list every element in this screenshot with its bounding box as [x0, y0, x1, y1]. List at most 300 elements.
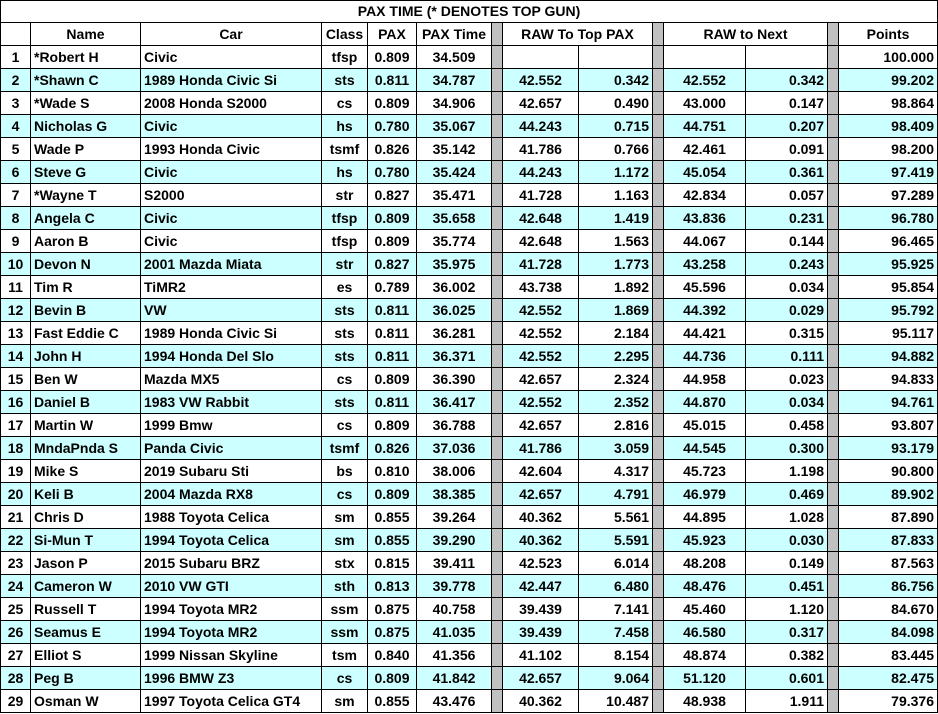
cell-points: 86.756 [839, 575, 938, 598]
table-row [1, 299, 938, 322]
column-separator [492, 460, 503, 483]
cell-pax-time: 36.025 [417, 299, 492, 322]
cell-class: tfsp [322, 230, 368, 253]
table-row [1, 460, 938, 483]
cell-position: 15 [1, 368, 31, 391]
cell-name: John H [31, 345, 141, 368]
cell-raw-to-top-pax: 44.243 [503, 161, 579, 184]
cell-points: 93.179 [839, 437, 938, 460]
cell-next-diff: 0.451 [746, 575, 828, 598]
cell-next-diff: 0.231 [746, 207, 828, 230]
cell-next-diff: 1.028 [746, 506, 828, 529]
cell-raw-to-top-pax [503, 46, 579, 69]
cell-next-diff [746, 46, 828, 69]
table-row [1, 414, 938, 437]
cell-class: sts [322, 345, 368, 368]
cell-name: *Wade S [31, 92, 141, 115]
cell-next-diff: 0.149 [746, 552, 828, 575]
cell-name: Peg B [31, 667, 141, 690]
cell-next-diff: 0.601 [746, 667, 828, 690]
table-row [1, 322, 938, 345]
cell-position: 1 [1, 46, 31, 69]
cell-class: cs [322, 92, 368, 115]
cell-top-pax-diff: 10.487 [579, 690, 653, 713]
cell-points: 95.117 [839, 322, 938, 345]
cell-position: 14 [1, 345, 31, 368]
column-separator [828, 506, 839, 529]
column-separator [828, 598, 839, 621]
cell-name: Aaron B [31, 230, 141, 253]
cell-top-pax-diff: 1.172 [579, 161, 653, 184]
cell-raw-to-top-pax: 42.523 [503, 552, 579, 575]
cell-pax: 0.811 [368, 345, 417, 368]
cell-name: Angela C [31, 207, 141, 230]
cell-name: Keli B [31, 483, 141, 506]
cell-pax-time: 35.067 [417, 115, 492, 138]
cell-name: MndaPnda S [31, 437, 141, 460]
cell-pax-time: 36.002 [417, 276, 492, 299]
cell-pax: 0.811 [368, 322, 417, 345]
header-row [1, 23, 938, 46]
column-separator [492, 322, 503, 345]
cell-top-pax-diff: 0.766 [579, 138, 653, 161]
cell-class: hs [322, 161, 368, 184]
table-row [1, 161, 938, 184]
cell-pax: 0.809 [368, 483, 417, 506]
cell-class: sm [322, 529, 368, 552]
column-separator [492, 644, 503, 667]
cell-points: 82.475 [839, 667, 938, 690]
cell-class: sts [322, 391, 368, 414]
cell-pax: 0.780 [368, 115, 417, 138]
cell-pax: 0.809 [368, 230, 417, 253]
cell-points: 89.902 [839, 483, 938, 506]
cell-next-diff: 0.243 [746, 253, 828, 276]
cell-pax: 0.827 [368, 184, 417, 207]
cell-position: 11 [1, 276, 31, 299]
cell-position: 27 [1, 644, 31, 667]
cell-raw-to-next: 44.958 [664, 368, 746, 391]
cell-points: 99.202 [839, 69, 938, 92]
column-separator [653, 368, 664, 391]
cell-points: 94.761 [839, 391, 938, 414]
cell-name: Russell T [31, 598, 141, 621]
cell-car: 1996 BMW Z3 [141, 667, 322, 690]
cell-top-pax-diff: 2.184 [579, 322, 653, 345]
cell-position: 12 [1, 299, 31, 322]
cell-class: ssm [322, 598, 368, 621]
cell-class: stx [322, 552, 368, 575]
column-separator [492, 345, 503, 368]
column-separator [492, 138, 503, 161]
column-separator [653, 667, 664, 690]
table-row [1, 115, 938, 138]
cell-top-pax-diff: 4.791 [579, 483, 653, 506]
cell-name: Nicholas G [31, 115, 141, 138]
cell-raw-to-top-pax: 42.657 [503, 92, 579, 115]
cell-pax-time: 43.476 [417, 690, 492, 713]
cell-pax-time: 35.424 [417, 161, 492, 184]
cell-points: 83.445 [839, 644, 938, 667]
cell-raw-to-next: 45.054 [664, 161, 746, 184]
cell-class: ssm [322, 621, 368, 644]
table-row [1, 92, 938, 115]
cell-raw-to-top-pax: 42.657 [503, 667, 579, 690]
cell-pax: 0.826 [368, 138, 417, 161]
cell-top-pax-diff: 2.295 [579, 345, 653, 368]
column-separator [828, 391, 839, 414]
cell-name: Ben W [31, 368, 141, 391]
cell-class: tsmf [322, 437, 368, 460]
cell-name: Steve G [31, 161, 141, 184]
column-separator [492, 276, 503, 299]
cell-car: 1988 Toyota Celica [141, 506, 322, 529]
cell-points: 87.563 [839, 552, 938, 575]
cell-top-pax-diff: 0.715 [579, 115, 653, 138]
column-separator [653, 115, 664, 138]
cell-top-pax-diff: 6.014 [579, 552, 653, 575]
column-separator [653, 391, 664, 414]
column-separator [653, 345, 664, 368]
cell-raw-to-top-pax: 39.439 [503, 621, 579, 644]
header-car: Car [141, 23, 322, 46]
cell-class: sts [322, 69, 368, 92]
column-separator [828, 621, 839, 644]
cell-raw-to-next: 51.120 [664, 667, 746, 690]
table-row [1, 506, 938, 529]
cell-raw-to-next: 44.421 [664, 322, 746, 345]
cell-pax-time: 39.290 [417, 529, 492, 552]
cell-name: *Shawn C [31, 69, 141, 92]
column-separator [828, 529, 839, 552]
cell-next-diff: 1.198 [746, 460, 828, 483]
cell-class: sth [322, 575, 368, 598]
table-row [1, 552, 938, 575]
cell-next-diff: 0.469 [746, 483, 828, 506]
cell-points: 97.419 [839, 161, 938, 184]
column-separator [492, 23, 503, 46]
cell-car: VW [141, 299, 322, 322]
cell-raw-to-next: 44.870 [664, 391, 746, 414]
cell-points: 98.200 [839, 138, 938, 161]
column-separator [653, 529, 664, 552]
header-name: Name [31, 23, 141, 46]
cell-raw-to-top-pax: 41.728 [503, 184, 579, 207]
cell-raw-to-top-pax: 41.102 [503, 644, 579, 667]
cell-points: 98.864 [839, 92, 938, 115]
cell-name: Si-Mun T [31, 529, 141, 552]
cell-points: 87.833 [839, 529, 938, 552]
cell-position: 26 [1, 621, 31, 644]
cell-pax-time: 34.787 [417, 69, 492, 92]
column-separator [653, 184, 664, 207]
cell-points: 100.000 [839, 46, 938, 69]
cell-pax: 0.827 [368, 253, 417, 276]
cell-raw-to-next: 45.923 [664, 529, 746, 552]
cell-raw-to-top-pax: 42.657 [503, 368, 579, 391]
cell-raw-to-next: 44.067 [664, 230, 746, 253]
cell-pax-time: 41.035 [417, 621, 492, 644]
cell-pax: 0.809 [368, 92, 417, 115]
cell-name: Devon N [31, 253, 141, 276]
cell-next-diff: 0.315 [746, 322, 828, 345]
cell-pax-time: 38.385 [417, 483, 492, 506]
cell-raw-to-top-pax: 42.552 [503, 322, 579, 345]
cell-raw-to-next: 44.895 [664, 506, 746, 529]
cell-points: 98.409 [839, 115, 938, 138]
cell-class: cs [322, 368, 368, 391]
header-raw-to-top-pax: RAW To Top PAX [503, 23, 653, 46]
cell-points: 95.925 [839, 253, 938, 276]
cell-points: 95.854 [839, 276, 938, 299]
cell-position: 8 [1, 207, 31, 230]
table-row [1, 575, 938, 598]
column-separator [492, 299, 503, 322]
cell-pax-time: 36.417 [417, 391, 492, 414]
cell-raw-to-next: 48.874 [664, 644, 746, 667]
cell-points: 94.833 [839, 368, 938, 391]
cell-top-pax-diff: 0.490 [579, 92, 653, 115]
cell-name: Tim R [31, 276, 141, 299]
cell-name: Bevin B [31, 299, 141, 322]
cell-pax: 0.809 [368, 207, 417, 230]
table-row [1, 598, 938, 621]
cell-top-pax-diff: 2.352 [579, 391, 653, 414]
cell-name: Jason P [31, 552, 141, 575]
column-separator [492, 575, 503, 598]
cell-position: 16 [1, 391, 31, 414]
column-separator [492, 529, 503, 552]
cell-next-diff: 0.207 [746, 115, 828, 138]
cell-class: tsmf [322, 138, 368, 161]
cell-top-pax-diff [579, 46, 653, 69]
cell-raw-to-top-pax: 39.439 [503, 598, 579, 621]
cell-pax: 0.809 [368, 46, 417, 69]
column-separator [653, 23, 664, 46]
column-separator [492, 115, 503, 138]
cell-position: 17 [1, 414, 31, 437]
cell-name: *Robert H [31, 46, 141, 69]
column-separator [828, 345, 839, 368]
cell-raw-to-next: 46.979 [664, 483, 746, 506]
table-row [1, 345, 938, 368]
cell-class: tfsp [322, 207, 368, 230]
cell-name: Seamus E [31, 621, 141, 644]
cell-raw-to-next: 42.552 [664, 69, 746, 92]
table-row [1, 368, 938, 391]
column-separator [828, 23, 839, 46]
cell-car: Mazda MX5 [141, 368, 322, 391]
table-row [1, 690, 938, 713]
column-separator [653, 253, 664, 276]
cell-raw-to-top-pax: 44.243 [503, 115, 579, 138]
cell-next-diff: 0.030 [746, 529, 828, 552]
cell-position: 18 [1, 437, 31, 460]
cell-pax: 0.813 [368, 575, 417, 598]
header-class: Class [322, 23, 368, 46]
cell-car: 2019 Subaru Sti [141, 460, 322, 483]
header-position [1, 23, 31, 46]
cell-points: 84.670 [839, 598, 938, 621]
cell-position: 9 [1, 230, 31, 253]
cell-position: 13 [1, 322, 31, 345]
cell-top-pax-diff: 1.563 [579, 230, 653, 253]
cell-next-diff: 0.111 [746, 345, 828, 368]
cell-top-pax-diff: 4.317 [579, 460, 653, 483]
cell-raw-to-next: 48.208 [664, 552, 746, 575]
cell-raw-to-next: 44.545 [664, 437, 746, 460]
cell-raw-to-next [664, 46, 746, 69]
cell-name: Elliot S [31, 644, 141, 667]
cell-position: 3 [1, 92, 31, 115]
cell-raw-to-next: 44.736 [664, 345, 746, 368]
column-separator [828, 483, 839, 506]
column-separator [828, 230, 839, 253]
column-separator [492, 46, 503, 69]
cell-raw-to-top-pax: 42.657 [503, 414, 579, 437]
cell-pax-time: 40.758 [417, 598, 492, 621]
table-row [1, 230, 938, 253]
cell-raw-to-next: 43.258 [664, 253, 746, 276]
column-separator [492, 552, 503, 575]
cell-top-pax-diff: 6.480 [579, 575, 653, 598]
cell-raw-to-top-pax: 40.362 [503, 690, 579, 713]
cell-class: cs [322, 667, 368, 690]
table-row [1, 667, 938, 690]
cell-class: hs [322, 115, 368, 138]
column-separator [492, 161, 503, 184]
cell-name: Daniel B [31, 391, 141, 414]
cell-pax: 0.855 [368, 690, 417, 713]
column-separator [653, 276, 664, 299]
cell-car: Civic [141, 230, 322, 253]
cell-pax: 0.855 [368, 529, 417, 552]
cell-car: Civic [141, 161, 322, 184]
cell-name: Wade P [31, 138, 141, 161]
cell-points: 87.890 [839, 506, 938, 529]
cell-position: 20 [1, 483, 31, 506]
column-separator [492, 690, 503, 713]
cell-car: 2008 Honda S2000 [141, 92, 322, 115]
cell-pax-time: 36.281 [417, 322, 492, 345]
cell-raw-to-next: 43.836 [664, 207, 746, 230]
cell-name: Cameron W [31, 575, 141, 598]
cell-points: 94.882 [839, 345, 938, 368]
cell-top-pax-diff: 1.869 [579, 299, 653, 322]
cell-car: 2010 VW GTI [141, 575, 322, 598]
column-separator [828, 253, 839, 276]
column-separator [828, 46, 839, 69]
cell-pax-time: 35.975 [417, 253, 492, 276]
cell-raw-to-top-pax: 42.552 [503, 391, 579, 414]
cell-raw-to-next: 44.751 [664, 115, 746, 138]
cell-position: 5 [1, 138, 31, 161]
column-separator [492, 437, 503, 460]
cell-top-pax-diff: 2.816 [579, 414, 653, 437]
column-separator [492, 621, 503, 644]
cell-next-diff: 0.361 [746, 161, 828, 184]
column-separator [653, 575, 664, 598]
cell-next-diff: 0.342 [746, 69, 828, 92]
column-separator [653, 230, 664, 253]
cell-pax: 0.780 [368, 161, 417, 184]
cell-position: 6 [1, 161, 31, 184]
cell-car: 2004 Mazda RX8 [141, 483, 322, 506]
table-row [1, 529, 938, 552]
column-separator [492, 598, 503, 621]
cell-raw-to-top-pax: 41.786 [503, 437, 579, 460]
cell-top-pax-diff: 0.342 [579, 69, 653, 92]
cell-next-diff: 0.147 [746, 92, 828, 115]
header-points: Points [839, 23, 938, 46]
table-row [1, 391, 938, 414]
column-separator [492, 207, 503, 230]
cell-class: sts [322, 299, 368, 322]
cell-car: 1983 VW Rabbit [141, 391, 322, 414]
cell-next-diff: 0.317 [746, 621, 828, 644]
column-separator [492, 483, 503, 506]
column-separator [828, 69, 839, 92]
cell-raw-to-top-pax: 42.552 [503, 299, 579, 322]
column-separator [828, 299, 839, 322]
cell-points: 90.800 [839, 460, 938, 483]
cell-name: Martin W [31, 414, 141, 437]
cell-next-diff: 1.911 [746, 690, 828, 713]
cell-position: 21 [1, 506, 31, 529]
cell-pax-time: 39.411 [417, 552, 492, 575]
cell-top-pax-diff: 5.561 [579, 506, 653, 529]
cell-points: 96.465 [839, 230, 938, 253]
cell-car: TiMR2 [141, 276, 322, 299]
cell-raw-to-top-pax: 43.738 [503, 276, 579, 299]
cell-class: es [322, 276, 368, 299]
cell-raw-to-next: 43.000 [664, 92, 746, 115]
cell-car: 1999 Bmw [141, 414, 322, 437]
cell-class: cs [322, 414, 368, 437]
cell-name: Fast Eddie C [31, 322, 141, 345]
cell-car: 1997 Toyota Celica GT4 [141, 690, 322, 713]
cell-top-pax-diff: 5.591 [579, 529, 653, 552]
cell-raw-to-top-pax: 42.604 [503, 460, 579, 483]
cell-raw-to-next: 44.392 [664, 299, 746, 322]
cell-car: 1994 Toyota MR2 [141, 621, 322, 644]
cell-top-pax-diff: 2.324 [579, 368, 653, 391]
cell-class: tsm [322, 644, 368, 667]
cell-car: 1993 Honda Civic [141, 138, 322, 161]
column-separator [828, 368, 839, 391]
cell-raw-to-next: 45.460 [664, 598, 746, 621]
cell-class: sts [322, 322, 368, 345]
cell-pax-time: 34.509 [417, 46, 492, 69]
cell-next-diff: 1.120 [746, 598, 828, 621]
cell-raw-to-next: 45.723 [664, 460, 746, 483]
cell-points: 93.807 [839, 414, 938, 437]
column-separator [653, 552, 664, 575]
column-separator [828, 276, 839, 299]
table-row [1, 138, 938, 161]
cell-points: 79.376 [839, 690, 938, 713]
cell-car: Panda Civic [141, 437, 322, 460]
table-row [1, 253, 938, 276]
cell-car: Civic [141, 207, 322, 230]
cell-next-diff: 0.057 [746, 184, 828, 207]
cell-class: bs [322, 460, 368, 483]
column-separator [828, 667, 839, 690]
cell-raw-to-next: 46.580 [664, 621, 746, 644]
column-separator [653, 460, 664, 483]
table-row [1, 276, 938, 299]
column-separator [828, 644, 839, 667]
